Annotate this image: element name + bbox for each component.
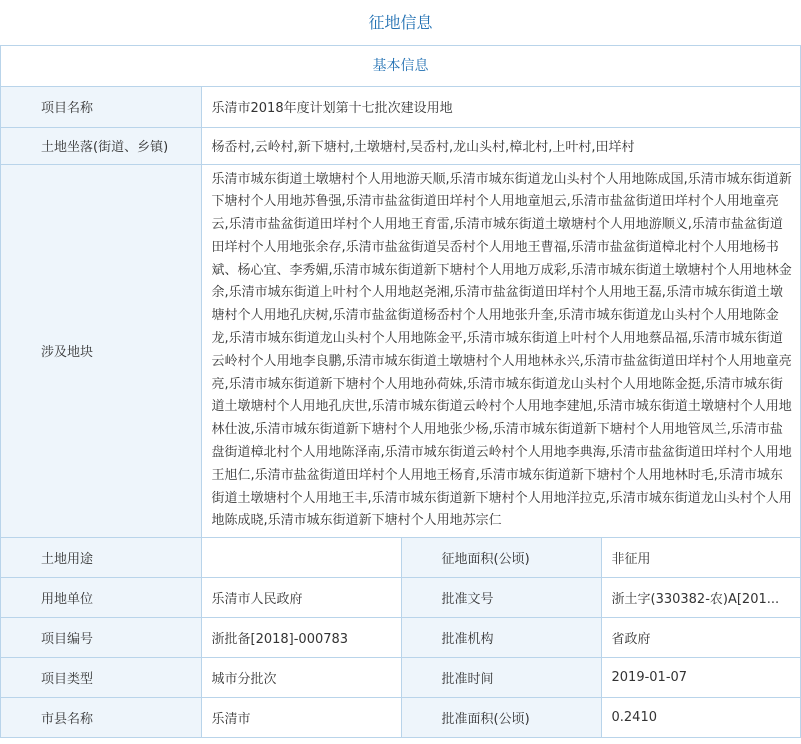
project-no-value: 浙批备[2018]-000783: [201, 618, 401, 658]
unit-label: 用地单位: [1, 578, 201, 618]
approved-area-value: 0.2410: [601, 698, 800, 738]
info-table: [1, 87, 800, 738]
location-label: 土地坐落(街道、乡镇): [1, 127, 201, 164]
table-row: [1, 618, 800, 658]
approval-doc-label: 批准文号: [401, 578, 601, 618]
table-row: [1, 698, 800, 738]
project-type-value: 城市分批次: [201, 658, 401, 698]
plots-value: 乐清市城东街道土墩塘村个人用地游天顺,乐清市城东街道龙山头村个人用地陈成国,乐清市城东街道新下塘村个人用地苏鲁强,乐清市盐盆街道田垟村个人用地童旭云,乐清市盐盆街道田垟村个人用地童亮云,乐清市盐盆街道田垟村个人用地王育雷,乐清市城东街道土墩塘村个人用地游顺义,乐清市盐盆街道田垟村个人用地张余存,乐清市盐盆街道吴岙村个人用地王曹福,乐清市盐盆街道樟北村个人用地杨书斌、杨心宜、李秀媚,乐清市城东街道新下塘村个人用地万成彩,乐清市城东街道土墩塘村个人用地林金余,乐清市城东街道上叶村个人用地赵尧湘,乐清市盐盆街道田垟村个人用地王磊,乐清市城东街道土墩塘村个人用地孔庆树,乐清市盐盆街道杨岙村个人用地张升奎,乐清市城东街道龙山头村个人用地陈金龙,乐清市城东街道龙山头村个人用地陈金平,乐清市城东街道上叶村个人用地蔡品福,乐清市城东街道云岭村个人用地李良鹏,乐清市城东街道土墩塘村个人用地林永兴,乐清市盐盆街道田垟村个人用地童亮亮,乐清市城东街道新下塘村个人用地孙荷妹,乐清市城东街道龙山头村个人用地陈金挺,乐清市城东街道土墩塘村个人用地孔庆世,乐清市城东街道云岭村个人用地李建旭,乐清市城东街道土墩塘村个人用地林仕波,乐清市城东街道新下塘村个人用地张少杨,乐清市城东街道新下塘村个人用地管凤兰,乐清市盐盘街道樟北村个人用地陈泽南,乐清市城东街道云岭村个人用地李典海,乐清市盐盆街道田垟村个人用地王旭仁,乐清市盐盆街道田垟村个人用地王杨育,乐清市城东街道新下塘村个人用地林时毛,乐清市城东街道土墩塘村个人用地王丰,乐清市城东街道新下塘村个人用地洋拉克,乐清市城东街道龙山头村个人用地陈成晓,乐清市城东街道新下塘村个人用地苏宗仁: [201, 164, 800, 538]
unit-value: 乐清市人民政府: [201, 578, 401, 618]
info-panel: [0, 45, 801, 738]
table-row: [1, 87, 800, 127]
approval-org-value: 省政府: [601, 618, 800, 658]
county-value: 乐清市: [201, 698, 401, 738]
table-row: [1, 538, 800, 578]
approval-org-label: 批准机构: [401, 618, 601, 658]
table-row: [1, 658, 800, 698]
land-use-value: [201, 538, 401, 578]
area-value: 非征用: [601, 538, 800, 578]
table-row: [1, 578, 800, 618]
approval-doc-value: 浙土字(330382-农)A[201...: [601, 578, 800, 618]
approval-time-label: 批准时间: [401, 658, 601, 698]
project-name-label: 项目名称: [1, 87, 201, 127]
table-row: [1, 164, 800, 538]
project-name-value: 乐清市2018年度计划第十七批次建设用地: [201, 87, 800, 127]
county-label: 市县名称: [1, 698, 201, 738]
section-title: 基本信息: [1, 46, 800, 87]
location-value: 杨岙村,云岭村,新下塘村,土墩塘村,吴岙村,龙山头村,樟北村,上叶村,田垟村: [201, 127, 800, 164]
plots-label: 涉及地块: [1, 164, 201, 538]
page-title: 征地信息: [368, 13, 433, 32]
land-use-label: 土地用途: [1, 538, 201, 578]
approved-area-label: 批准面积(公顷): [401, 698, 601, 738]
table-row: [1, 127, 800, 164]
project-type-label: 项目类型: [1, 658, 201, 698]
area-label: 征地面积(公顷): [401, 538, 601, 578]
approval-time-value: 2019-01-07: [601, 658, 800, 698]
project-no-label: 项目编号: [1, 618, 201, 658]
